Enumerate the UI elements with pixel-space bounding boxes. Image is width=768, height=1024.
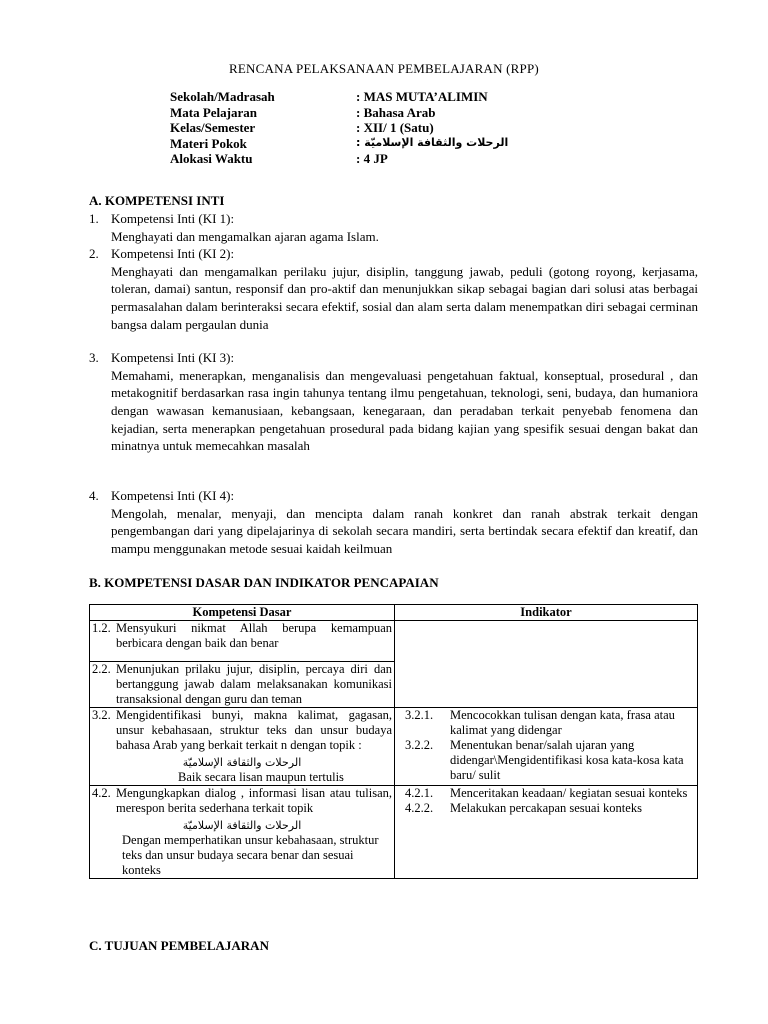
ki-body: Memahami, menerapkan, menganalisis dan mengevaluasi pengetahuan faktual, konseptual, prosedural , dan metakognitif berdasarkan rasa ingin tahunya tentang ilmu pengetahuan, teknologi, seni, budaya, dan humaniora dengan wawasan kemanusiaan, kebangsaan, kenegaraan, dan peradaban terkait penyebab fenomena dan kejadian, serta menerapkan pengetahuan prosedural pada bidang kajian yang spesifik sesuai dengan bakat dan minatnya untuk memecahkan masalah	[111, 367, 698, 454]
identity-value: : Bahasa Arab	[356, 104, 436, 120]
kd-indicator-table	[89, 604, 698, 879]
kd-text-after: Baik secara lisan maupun tertulis	[178, 770, 344, 784]
kd-cell	[90, 786, 395, 879]
indicator-number: 3.2.2.	[405, 738, 434, 752]
indicator-text: Mencocokkan tulisan dengan kata, frasa atau kalimat yang didengar	[450, 708, 675, 737]
column-header-kd: Kompetensi Dasar	[90, 605, 395, 621]
ki-item	[89, 488, 698, 558]
identity-value: : MAS MUTA’ALIMIN	[356, 89, 488, 104]
table-row	[90, 786, 698, 879]
kd-number: 3.2.	[92, 708, 111, 722]
ki-number: 4.	[89, 488, 99, 503]
ki-title: Kompetensi Inti (KI 3):	[111, 350, 235, 365]
indicator-item	[397, 801, 695, 816]
kd-text-after: Dengan memperhatikan unsur kebahasaan, struktur teks dan unsur budaya secara benar dan sesuai konteks	[122, 833, 379, 877]
ki-number: 3.	[89, 350, 99, 365]
kd-text: Mengidentifikasi bunyi, makna kalimat, gagasan, unsur kebahasaan, struktur teks dan unsur budaya bahasa Arab yang berkait terkait n dengan topik :	[116, 708, 392, 752]
ki-number: 1.	[89, 211, 99, 226]
kd-text: Mensyukuri nikmat Allah berupa kemampuan berbicara dengan baik dan benar	[116, 621, 392, 650]
kd-text: Menunjukan prilaku jujur, disiplin, percaya diri dan bertanggung jawab dalam melaksanakan komunikasi transaksional dengan guru dan teman	[116, 662, 392, 706]
indicator-number: 4.2.2.	[405, 801, 434, 815]
column-header-indikator: Indikator	[395, 605, 698, 621]
section-a-heading: A. KOMPETENSI INTI	[89, 193, 225, 208]
identity-row	[170, 120, 508, 136]
indicator-item	[397, 738, 695, 783]
identity-row	[170, 105, 508, 121]
ki-title: Kompetensi Inti (KI 1):	[111, 211, 235, 226]
ki-title: Kompetensi Inti (KI 4):	[111, 488, 235, 503]
kd-text: Mengungkapkan dialog , informasi lisan atau tulisan, merespon berita sederhana terkait topik	[116, 786, 392, 815]
ki-item	[89, 350, 698, 455]
table-row	[90, 621, 698, 662]
ki-body: Menghayati dan mengamalkan ajaran agama Islam.	[111, 228, 379, 244]
identity-label: Alokasi Waktu	[170, 151, 253, 166]
indicator-item	[397, 786, 695, 801]
identity-value-arabic: : الرحلات والثقافة الإسلاميّة	[356, 135, 509, 149]
identity-row	[170, 89, 508, 105]
identity-value: : XII/ 1 (Satu)	[356, 120, 434, 135]
ki-body: Mengolah, menalar, menyaji, dan mencipta dalam ranah konkret dan ranah abstrak terkait dengan pengembangan dari yang dipelajarinya di sekolah secara mandiri, serta bertindak secara efektif dan kreatif, dan mampu menggunakan metode sesuai kaidah keilmuan	[111, 505, 698, 557]
ki-body: Menghayati dan mengamalkan perilaku jujur, disiplin, tanggung jawab, peduli (gotong royong, kerjasama, toleran, damai) santun, responsif dan pro-aktif dan menunjukkan sikap sebagai bagian dari solusi atas berbagai permasalahan dalam berinteraksi secara efektif, sosial dan alam serta dalam menempatkan diri sebagai cerminan bangsa dalam pergaulan dunia	[111, 263, 698, 332]
indicator-cell-empty	[395, 621, 698, 708]
identity-row	[170, 151, 508, 167]
ki-item	[89, 211, 698, 245]
kd-cell	[90, 662, 395, 708]
indicator-number: 4.2.1.	[405, 786, 434, 800]
table-header-row	[90, 605, 698, 621]
kd-number: 2.2.	[92, 662, 111, 676]
ki-title: Kompetensi Inti (KI 2):	[111, 246, 235, 261]
indicator-cell	[395, 708, 698, 786]
indicator-text: Menentukan benar/salah ujaran yang didengar\Mengidentifikasi kosa kata-kosa kata baru/ sulit	[450, 738, 684, 782]
kd-number: 4.2.	[92, 786, 111, 800]
indicator-cell	[395, 786, 698, 879]
kd-number: 1.2.	[92, 621, 111, 635]
identity-block	[170, 89, 508, 167]
identity-label: Mata Pelajaran	[170, 104, 258, 120]
section-b-heading: B. KOMPETENSI DASAR DAN INDIKATOR PENCAPAIAN	[89, 575, 439, 590]
kd-cell	[90, 708, 395, 786]
ki-number: 2.	[89, 246, 99, 261]
indicator-text: Menceritakan keadaan/ kegiatan sesuai konteks	[450, 786, 688, 800]
indicator-number: 3.2.1.	[405, 708, 434, 722]
identity-value: : 4 JP	[356, 151, 388, 166]
kd-arabic-topic: الرحلات والثقافة الإسلاميّة	[182, 756, 302, 769]
kd-arabic-topic: الرحلات والثقافة الإسلاميّة	[182, 819, 302, 832]
indicator-item	[397, 708, 695, 738]
indicator-text: Melakukan percakapan sesuai konteks	[450, 801, 642, 815]
identity-label: Kelas/Semester	[170, 120, 256, 135]
identity-label: Sekolah/Madrasah	[170, 89, 275, 104]
section-c-heading: C. TUJUAN PEMBELAJARAN	[89, 938, 269, 953]
kd-cell	[90, 621, 395, 662]
document-title: RENCANA PELAKSANAAN PEMBELAJARAN (RPP)	[229, 61, 539, 76]
table-row	[90, 708, 698, 786]
identity-row	[170, 136, 508, 152]
ki-item	[89, 246, 698, 333]
identity-label: Materi Pokok	[170, 135, 247, 151]
